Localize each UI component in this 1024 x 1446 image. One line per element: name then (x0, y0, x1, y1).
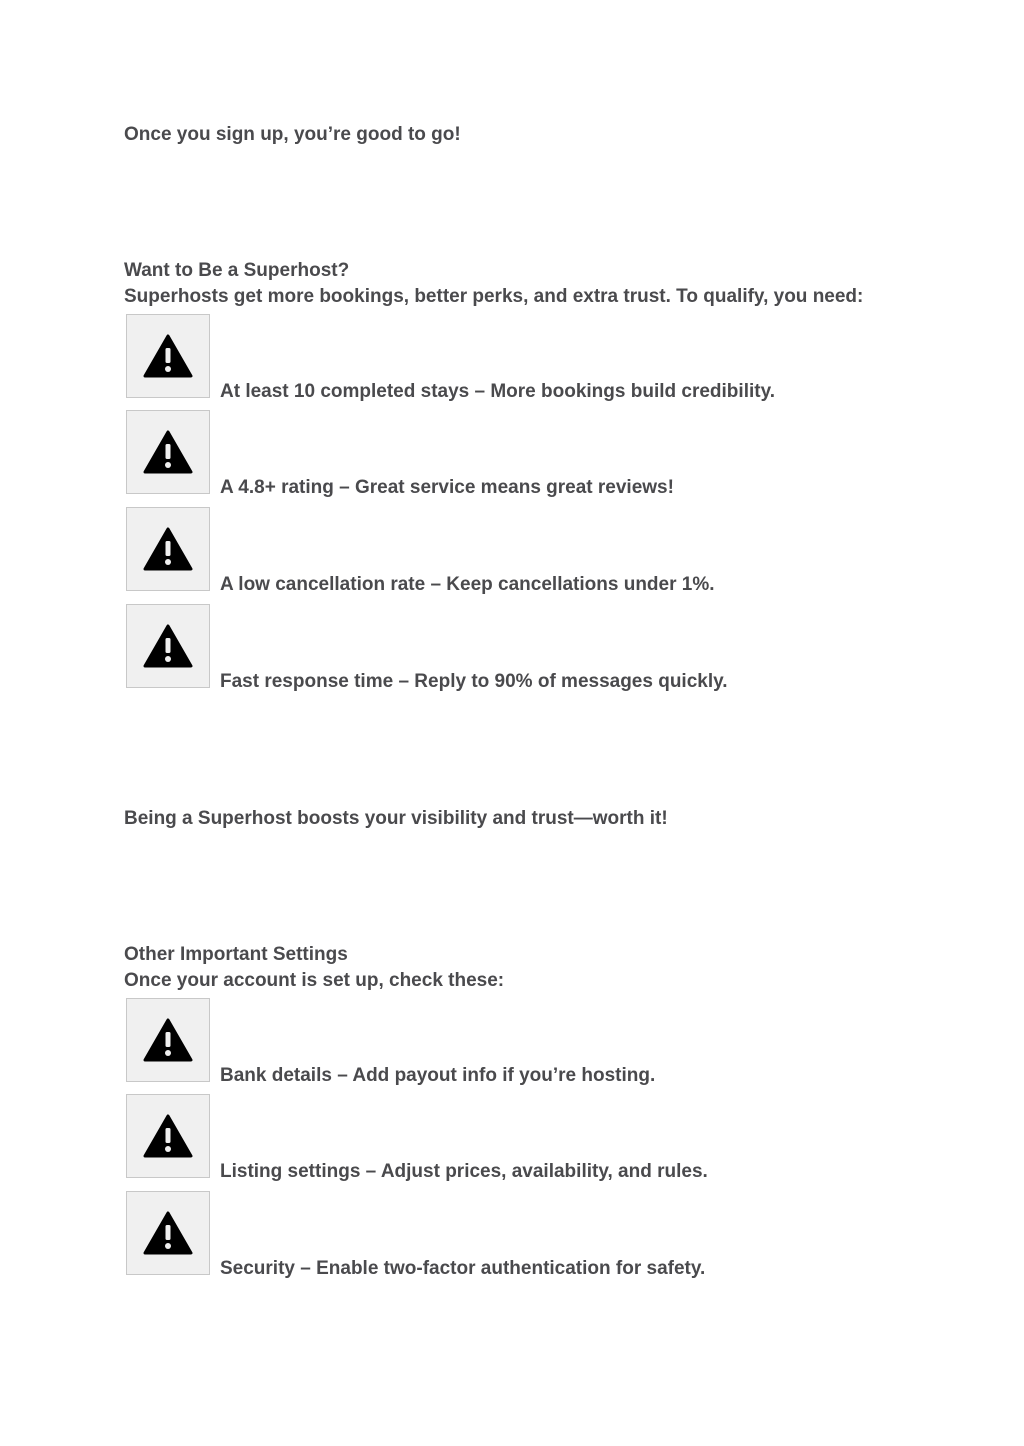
list-item (126, 1191, 926, 1279)
list-item (126, 1094, 926, 1182)
settings-heading: Other Important Settings (124, 944, 348, 965)
superhost-closing: Being a Superhost boosts your visibility and trust—worth it! (124, 808, 668, 829)
list-item (126, 998, 926, 1086)
list-item-text: Security – Enable two-factor authentication for safety. (220, 1258, 706, 1279)
settings-subheading: Once your account is set up, check these: (124, 970, 505, 991)
list-item-text: At least 10 completed stays – More bookings build credibility. (220, 381, 776, 402)
list-item (126, 314, 926, 402)
warning-icon (126, 604, 210, 688)
warning-icon (126, 410, 210, 494)
list-item-text: A low cancellation rate – Keep cancellations under 1%. (220, 574, 715, 595)
list-item-text: Fast response time – Reply to 90% of messages quickly. (220, 671, 728, 692)
warning-icon (126, 507, 210, 591)
list-item-text: Listing settings – Adjust prices, availability, and rules. (220, 1161, 708, 1182)
warning-icon (126, 1191, 210, 1275)
warning-icon (126, 998, 210, 1082)
list-item (126, 410, 926, 498)
list-item (126, 604, 926, 692)
list-item-text: Bank details – Add payout info if you’re hosting. (220, 1065, 656, 1086)
warning-icon (126, 314, 210, 398)
list-item (126, 507, 926, 595)
intro-text: Once you sign up, you’re good to go! (124, 124, 461, 145)
superhost-subheading: Superhosts get more bookings, better perks, and extra trust. To qualify, you need: (124, 286, 864, 307)
superhost-heading: Want to Be a Superhost? (124, 260, 350, 281)
list-item-text: A 4.8+ rating – Great service means great reviews! (220, 477, 674, 498)
warning-icon (126, 1094, 210, 1178)
